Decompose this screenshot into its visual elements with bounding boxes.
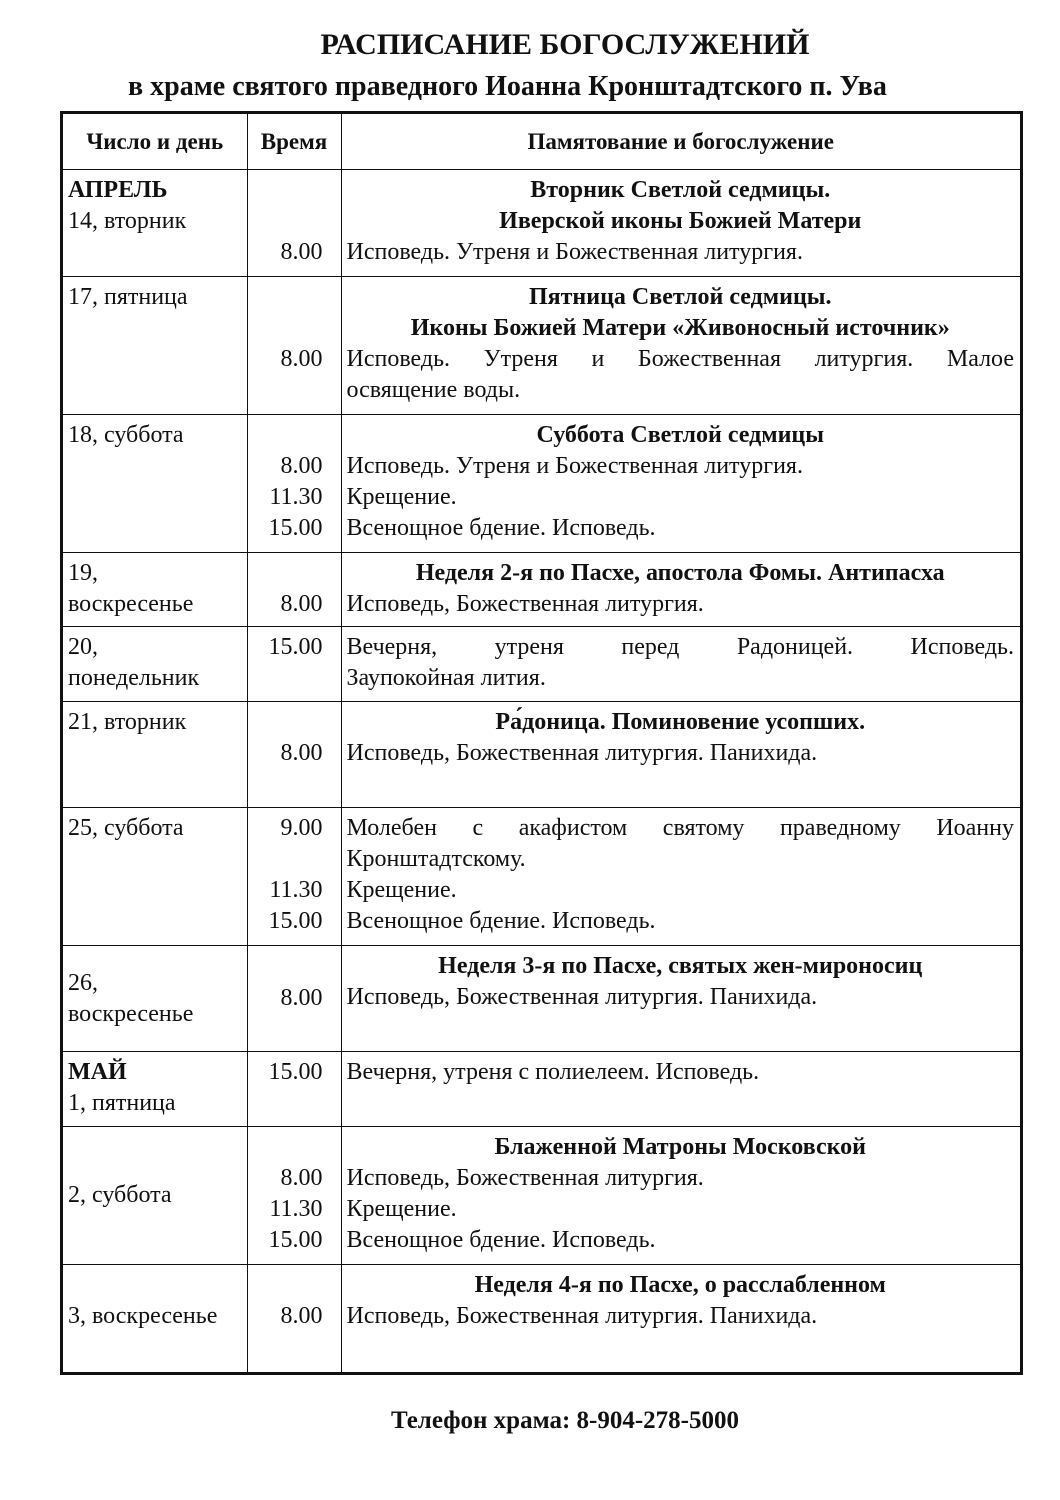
feast-heading: Иверской иконы Божией Матери	[499, 208, 862, 234]
feast-heading: Пятница Светлой седмицы.	[528, 284, 832, 310]
service-text: Всенощное бдение. Исповедь.	[346, 1227, 656, 1253]
time-cell	[247, 702, 341, 808]
time-value: 15.00	[268, 634, 323, 660]
time-cell	[247, 170, 341, 277]
service-cell	[341, 808, 1020, 946]
feast-heading: Ра́доница. Поминовение усопших.	[495, 709, 866, 735]
day-label: 18, суббота	[68, 422, 184, 448]
feast-heading: Неделя 2-я по Пасхе, апостола Фомы. Антипасха	[415, 560, 945, 586]
time-value: 9.00	[280, 815, 323, 841]
service-text: Кронштадтскому.	[346, 846, 526, 872]
table-row	[63, 627, 1020, 702]
service-text: Исповедь, Божественная литургия. Панихида.	[346, 984, 818, 1010]
service-cell	[341, 415, 1020, 553]
service-text: Исповедь. Утреня и Божественная литургия.	[346, 453, 803, 479]
time-cell	[247, 277, 341, 415]
page-title: РАСПИСАНИЕ БОГОСЛУЖЕНИЙ	[320, 28, 810, 61]
day-label: 17, пятница	[68, 284, 188, 310]
service-text: Исповедь, Божественная литургия. Панихида.	[346, 740, 818, 766]
time-cell	[247, 1265, 341, 1372]
table-row	[63, 170, 1020, 277]
day-cell	[63, 946, 247, 1052]
service-text: Крещение.	[346, 484, 457, 510]
day-label: понедельник	[68, 665, 200, 691]
day-label: 26,	[68, 969, 98, 996]
day-label: воскресенье	[68, 1000, 194, 1027]
service-text: Вечерня, утреня с полиелеем. Исповедь.	[346, 1059, 760, 1085]
month-label: МАЙ	[68, 1059, 127, 1085]
service-text: Крещение.	[346, 1196, 457, 1222]
feast-heading: Неделя 4-я по Пасхе, о расслабленном	[474, 1272, 886, 1298]
feast-heading: Неделя 3-я по Пасхе, святых жен-мироносиц	[438, 953, 923, 979]
day-label: 2, суббота	[68, 1182, 172, 1208]
day-cell	[63, 277, 247, 415]
phone-footer: Телефон храма: 8-904-278-5000	[390, 1407, 739, 1434]
service-cell	[341, 946, 1020, 1052]
time-value: 8.00	[280, 1303, 323, 1329]
day-cell	[63, 702, 247, 808]
service-text: Вечерня, утреня перед Радоницей. Исповедь.	[346, 634, 1014, 660]
time-cell	[247, 627, 341, 702]
column-header-time: Время	[247, 114, 341, 170]
service-cell	[341, 1265, 1020, 1372]
day-label: 19,	[68, 560, 98, 586]
day-label: 3, воскресенье	[68, 1303, 218, 1329]
time-cell	[247, 1127, 341, 1265]
time-cell	[247, 946, 341, 1052]
column-header-day: Число и день	[63, 114, 247, 170]
time-value: 15.00	[268, 1059, 323, 1085]
time-value: 8.00	[280, 1165, 323, 1191]
day-cell	[63, 627, 247, 702]
day-label: воскресенье	[68, 591, 194, 617]
service-text: Исповедь, Божественная литургия.	[346, 1165, 704, 1191]
feast-heading: Вторник Светлой седмицы.	[530, 177, 831, 203]
service-text: Исповедь, Божественная литургия.	[346, 591, 704, 617]
table-row	[63, 702, 1020, 808]
day-label: 25, суббота	[68, 815, 184, 841]
feast-heading: Иконы Божией Матери «Живоносный источник»	[410, 315, 950, 341]
service-text: Исповедь, Божественная литургия. Панихида.	[346, 1303, 818, 1329]
day-label: 14, вторник	[68, 208, 187, 234]
time-value: 11.30	[269, 1196, 323, 1222]
table-row	[63, 553, 1020, 627]
time-value: 8.00	[280, 740, 323, 766]
day-cell	[63, 415, 247, 553]
time-value: 11.30	[269, 877, 323, 903]
table-row	[63, 277, 1020, 415]
table-row	[63, 808, 1020, 946]
day-label: 21, вторник	[68, 709, 187, 735]
service-cell	[341, 553, 1020, 627]
service-cell	[341, 1127, 1020, 1265]
month-label: АПРЕЛЬ	[68, 177, 168, 203]
table-row	[63, 1052, 1020, 1127]
service-text: Заупокойная лития.	[346, 665, 546, 691]
time-value: 8.00	[280, 591, 323, 617]
feast-heading: Суббота Светлой седмицы	[536, 422, 824, 448]
time-value: 15.00	[268, 908, 323, 934]
schedule-table	[60, 111, 1023, 1375]
day-label: 1, пятница	[68, 1090, 176, 1116]
service-text: Всенощное бдение. Исповедь.	[346, 515, 656, 541]
time-cell	[247, 415, 341, 553]
table-header-row	[63, 114, 1020, 170]
service-cell	[341, 277, 1020, 415]
table-row	[63, 415, 1020, 553]
service-text: Исповедь. Утреня и Божественная литургия.	[346, 239, 803, 265]
time-cell	[247, 553, 341, 627]
column-header-service: Памятование и богослужение	[341, 114, 1020, 170]
day-cell	[63, 170, 247, 277]
service-cell	[341, 170, 1020, 277]
time-value: 8.00	[280, 346, 323, 372]
day-label: 20,	[68, 634, 98, 660]
time-value: 15.00	[268, 1227, 323, 1253]
table-row	[63, 946, 1020, 1052]
time-value: 11.30	[269, 484, 323, 510]
day-cell	[63, 808, 247, 946]
time-cell	[247, 1052, 341, 1127]
time-value: 15.00	[268, 515, 323, 541]
time-value: 8.00	[280, 453, 323, 479]
service-cell	[341, 627, 1020, 702]
service-cell	[341, 702, 1020, 808]
day-cell	[63, 1127, 247, 1265]
feast-heading: Блаженной Матроны Московской	[494, 1134, 866, 1160]
day-cell	[63, 1265, 247, 1372]
service-text: Крещение.	[346, 877, 457, 903]
time-value: 8.00	[280, 239, 323, 265]
time-value: 8.00	[280, 985, 323, 1011]
table-row	[63, 1265, 1020, 1372]
service-text: Молебен с акафистом святому праведному Иоанну	[346, 815, 1014, 841]
time-cell	[247, 808, 341, 946]
service-cell	[341, 1052, 1020, 1127]
table-row	[63, 1127, 1020, 1265]
page-subtitle: в храме святого праведного Иоанна Кронштадтского п. Ува	[128, 71, 887, 102]
service-text: освящение воды.	[346, 377, 521, 403]
day-cell	[63, 1052, 247, 1127]
service-text: Исповедь. Утреня и Божественная литургия. Малое	[346, 346, 1014, 372]
day-cell	[63, 553, 247, 627]
service-text: Всенощное бдение. Исповедь.	[346, 908, 656, 934]
